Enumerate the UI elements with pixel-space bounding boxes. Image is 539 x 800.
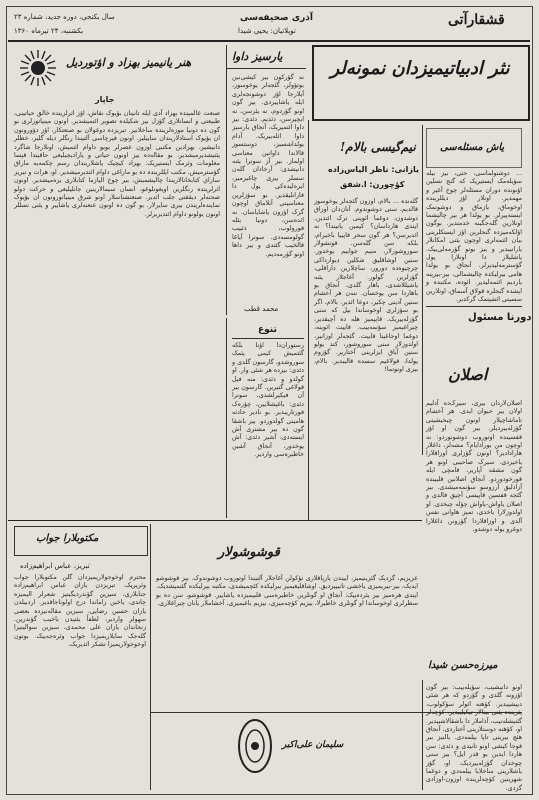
youth-issue-body: … دوشنولماسی، حتی، بیز بیله سؤیله‌مک ایستیریک که گنج نسلین اؤنونده دوران مسئله‌لر چوخ آغیر و مهمدیر. اونلار اؤز دیللرینده اوخوماق، یازماق و دوشونمک ایسته‌ییرلر. بو یولدا هر بیر چالیشما اونلارین گله‌جگینه خدمتدیر. بوگون اؤلکه‌میزده گنجلرین اؤز ایستکلرینی بیان ائتمه‌لری اوچون یئنی امکانلار یارانیبدیر و بیز بونو گؤرمه‌لی‌ییک. یاشلیلار دا اونلارا یول گؤسترمه‌لیدیرلر. آنجاق بو یولدا هامی بیرلیکده چالیشمالی، بیر-بیرینه یاردیم ائتمه‌لیدیر. ائوده، مکتبده و ایشده گنجلره قولاق آسماق، اونلارین سسینی ائشیتمک گرکدیر. xyxy=(426,170,522,304)
art-byline: جاپار xyxy=(95,95,115,104)
letters-body: محترم اوخوجولاریمیزدان گلن مکتوبلارا جواب وئریریک. تبریزدن یازان عباس ابراهیم‌زاده جنابلاری، سیزین گؤندردیگینیز شعرلر الیمیزه چاتدی، یاخین زاماندا درج اولوناجاقدیر. اردبیلدن یازان حسین رضایی، سیزین مقاله‌نیزده بعضی سهولر واردیر، لطفاً یئنیدن باخیب گؤندرین. زنجاندان یازان علی محمدی، سیزین سوالینیزا گله‌جک سایلاریمیزدا جواب وئره‌جه‌ییک. بوتون اوخوجولاریمیزا تشکر ائدیریک. xyxy=(14,574,146,649)
continuation-body: اونو دانیشیب، سؤیله‌ییب: بیر گون اؤزونه گلدی و گؤردو که هر شئی دییشیبدیر. کؤهنه ائولر سؤکولوب، یئرینده یئنی بینالار تیکیلیبدیر. کؤچه‌لر گئنیشله‌نیب، آداملار دا باشقالاشیبدیر. او، کؤهنه دوستلارینی آختاردی، آنجاق هئچ بیرینی تاپا بیلمه‌دی. یالنیز بیر قوجا کیشی اونو تانیدی و دئدی: سن هاردا ایدین بو قدر ایل؟ بیز سنی چوخدان گؤزله‌ییردیک. او، گؤز یاشلارینی ساخلایا بیلمه‌دی و دوغما شهرینین کؤچه‌لرینده اوزون-اوزادی گزدی. xyxy=(426,684,522,792)
article-subhead: نیم‌گیسی بالام! xyxy=(340,140,416,154)
neighbors-header: قوشوشولار xyxy=(218,545,280,560)
main-headline: نثر ادبیاتیمیزدان نمونه‌لر xyxy=(330,58,510,79)
youth-issue-header: یاش مسئله‌سی xyxy=(440,142,505,153)
variety-body: رستوران‌دا اؤنا بلکه گئتمیش کیمی یئمک سوروشدو، گارسون گلدی و دئدی: بیزده هر شئی وار. او گولدو و دئدی: منه فیل قولاغی گتیرین. گارسون بیر آن فیکیرلشدی، سونرا دئدی: باغیشلایین، چؤره‌ک قورتاریبدیر. بو نادیر حادثه هامینی گولدوردو. بیر باشقا گون ده بیر مشتری آش ایسته‌دی، آشپز دئدی: آش یوخدور، آنجاق آشین خاطیره‌سی واردیر. xyxy=(232,342,304,459)
ornament-icon xyxy=(235,716,275,776)
yarsiz-dava-body: نه گؤرکون بیر کیشی‌نین بوتؤولر، گئجه‌لر یوخوسوز، آیلارجا اؤز دوشونجه‌لری ایله یاشاییردی. بیر گون اونو گؤردوم، نه یئرسن، نه ایچیرسن، دئدیم. دئدی: بیز داوا ائتمیریک، آنجاق یارسیز داوا ائله‌ییریک. آدام یولداشسیز، دوستسوز قالاندا داوانین معناسی اولماز. بیر آز سونرا یئنه دانیشدی: آرخادان گله‌ن سسلر بیزی چاغیرمیر، ایره‌لیده‌کی یول دا قارانلیقدیر. بو سؤزلرین معناسینی آنلاماق اوچون گرک اؤزون یاشایاسان. نه ائده‌سن، دونیا بئله قورولوب، دئییب گولومسه‌دی. سونرا آیاغا قالخیب گئتدی و بیر داها اونو گؤرمه‌دیم. xyxy=(232,74,304,258)
lion-story-title: اصلان xyxy=(448,365,488,384)
art-body: صنعت عالمینده بهزاد آدی ایله تانینان بؤیوک نقاش، اؤز اثرلرینده خالق حیاتینی، طبیعتی و انسانلاری گؤزل بیر شکیلده تصویر ائتمیشدیر. اونون مینیاتورلری بو گون ده دونیا موزه‌لرینده ساخلانیر. تبریزده دوغولان بو صنعتکار، اؤز دؤورونون ان بؤیوک استادلاریندان ساییلیر. اونون فیرچاسی آلتیندا رنگلر دیله گلیر، خطلر دانیشیر. بهزادین مکتبی اوزون عصرلر بویو داوام ائتمیش، اونلارجا شاگرد یئتیشدیرمیشدیر. بو مقاله‌ده بیز اونون حیاتی و یارادیجیلیغی حاقیندا قیسا معلومات وئرمک ایستیریک. بهزاد کیچیک یاشلاریندان رسم چکمه‌یه ماراق گؤسترمیش، مکتب ایللرینده ده بو ماراغی داوام ائتدیرمیشدیر. او، هرات و تبریز ساراي کتابخانالاریندا چالیشمیش، بیر چوخ الیازما کتابلاری بزه‌میشدیر. اونون اثرلرینده رنگلرین اویغونلوغو، انسان سیمالارینین جانلیلیغی و حرکت دولو صحنه‌لر دیققتی جلب ائدیر. صنعتشناسلار اونو شرق مینیاتورونون ان بؤیوک نماینده‌لریندن بیری سایرلار. بو گون ده اونون عنعنه‌لری یاشاییر و یئنی نسللر اونون یولونو داوام ائتدیریرلر. xyxy=(14,110,220,218)
sun-emblem-icon xyxy=(18,48,58,88)
masthead-rule xyxy=(8,40,530,42)
letters-byline: تبریز، عباس ابراهیم‌زاده xyxy=(20,562,90,570)
masthead-subtitle: توپلاتیان: یحیی شیدا xyxy=(238,27,296,35)
variety-header: تنوع xyxy=(258,325,277,335)
masthead-logo: قشقارآتی xyxy=(448,12,505,28)
lion-story-author: میرزه‌حسن شیدا xyxy=(428,660,498,671)
article-body: گله‌نده … بالام، اوزون گئجه‌لر یوخوسوز قالدیم، سنی دوشوندوم. آنان‌دان اوزاق دوشدون، دوغما ائوینی ترک ائتدین. ایندی هارداسان؟ کیمین یانیندا؟ نه ائدیرسن؟ هر گون سحر قاپییا باخیرام، بلکه سن گله‌سن. قونشولار سوروشورلار، منیم جوابیم یوخدور. سنین اوشاقلیق شکلین دیوارداکی چرچیوه‌ده دورور، ساچلارین داراقلی، گؤزلرین گولور. آغاجلار یئنه یاشیللاشدی، باهار گلدی، آنجاق بو باهاردا سن یوخسان. ننه‌ن هر آخشام سنین آدینی چکیر، دوعا ائدیر. بالام، اگر بو سؤزلری اوخوساندا بیل که سنی گؤزله‌ییریک. قاپیمیز هله ده آچیقدیر، چیراغیمیز سؤنمه‌ییب. قاییت ائوینه، دوغما اوجاغینا قاییت. گئجه‌لر اوزانیر، اولدوزلار سنی سوروشور، کند یولو سنین آیاق ایزلرینی آختاریر. گؤزوم یولدا، قولاغیم سسده قالیبدیر. بالام، بیزی اونوتما! xyxy=(314,198,418,374)
letters-header: مکتوبلارا جواب xyxy=(36,533,99,544)
neighbors-body: عزیزیم، گزدیک گئزینیمیز، اییندن یارپاقلاری تؤکولن آغاجلار آلتیندا اوتوروب دوشوندوک. بیز قوشوشو ایدیک، بیر-بیریمیزی یاخشی تانیییردیق. اوشاقلیغیمیز بیرلیکده کئچمیشدی، مکتبه بیرلیکده گئتمیشدیک. ایندی هره‌میز بیر یئرده‌ییک، آنجاق او گونلرین خاطیره‌سی قلبیمیزده یاشاییر. قوشوشو، سن ده بو سطرلری اوخوساندا او گونلری خاطیرلا، بیزیم کؤچه‌میزی، بیزیم باغیمیزی، آخشاملار یانان چیراغلاری. xyxy=(156,575,418,608)
masthead-title: آذری صحیفه‌سی xyxy=(240,13,314,23)
yarsiz-dava-header: یارسیز داوا xyxy=(232,50,283,63)
masthead-issue: سال یکنجی، دوره جدید، شماره ۲۳ xyxy=(14,13,115,21)
neighbors-signature: سلیمان علی‌اکبر xyxy=(282,740,344,750)
headline-box xyxy=(312,45,530,121)
article-byline-2: کؤچورن: ا.شفق xyxy=(340,180,405,189)
story-section-header: دورنا مسئول xyxy=(468,312,532,323)
lion-story-body: اصلان‌لاردان بیری، سیرک‌ده آدلیم اولان بیر حیوان ایدی. هر آخشام تاماشاچیلار اونون چیخیشینی گؤزله‌ییردیلر. بیر گون او اؤز قفسینده اوتوروب دوشونوردو: نه اوچون من بورادایام؟ مشه‌لر، داغلار هارادادیر؟ اونون گؤزلری اوزاقلارا باخیردی. سیرک صاحیبی اونو هر گون مشقه آپاریر، قامچی ایله قورخودوردو. آنجاق اصلانین قلبینده آزادلیق آرزوسو سؤنمه‌میشدی. بیر گئجه قفسین قاپیسی آچیق قالدی و اصلان یاواش-یاواش چؤله چیخدی. او اولدوزلارا باخدی، تمیز هاوانی نفس آلدی و اوزاقلاردا گؤرونن داغلارا دوغرو یوله دوشدو. xyxy=(426,400,522,534)
yarsiz-dava-author: محمد قطب xyxy=(244,305,279,313)
art-section-header: هنر یانیمیز بهزاد و اؤتوردیل xyxy=(66,56,192,69)
masthead-date: یکشنبه، ۲۴ تیرماه ۱۳۶۰ xyxy=(14,27,84,35)
article-byline-1: یازانی: ناظر الیاس‌زاده xyxy=(328,165,419,174)
